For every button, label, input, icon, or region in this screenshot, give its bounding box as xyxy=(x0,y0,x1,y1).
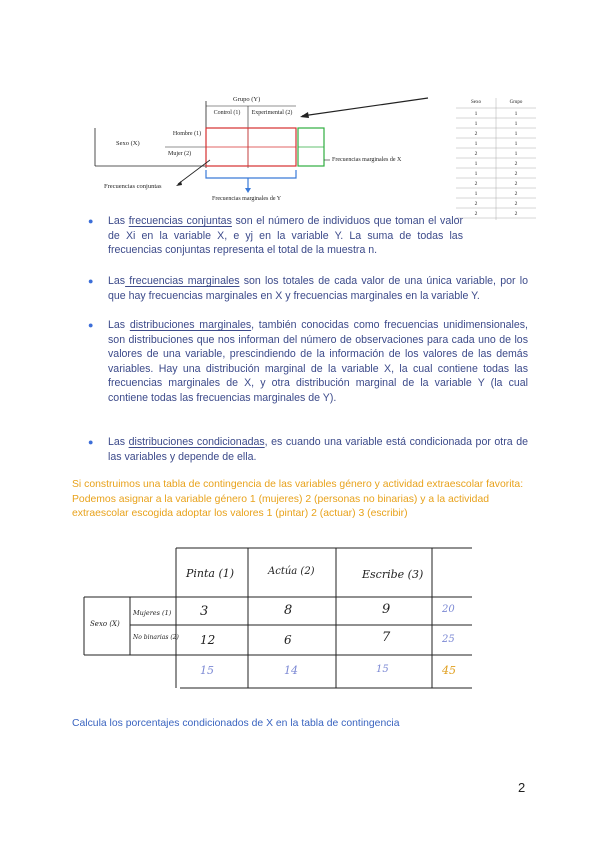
col-total-2: 14 xyxy=(284,664,298,677)
table-cell: 2 xyxy=(514,181,518,187)
row-label-mujeres: Mujeres (1) xyxy=(133,609,172,617)
col-total-1: 15 xyxy=(200,664,214,677)
grand-total: 45 xyxy=(442,664,456,677)
page-number: 2 xyxy=(518,780,526,795)
link-distribuciones-condicionadas[interactable]: distribuciones condicionadas xyxy=(128,436,265,448)
bullet-list-4 xyxy=(88,435,528,464)
orange-paragraph: Si construimos una tabla de contingencia de las variables género y actividad extraescolar favorita: Podemos asignar a la variable género 1 (mujeres) 2 (personas no binarias) y a la actividad extraescolar escogida adoptar los valores 1 (pintar) 2 (actuar) 3 (escribir) xyxy=(72,479,524,520)
link-frecuencias-marginales[interactable]: frecuencias marginales xyxy=(125,275,240,287)
table-cell: 1 xyxy=(514,121,518,127)
bullet-list xyxy=(88,214,528,258)
col-header-actua: Actúa (2) xyxy=(268,566,315,577)
col1-label: Control (1) xyxy=(213,110,241,116)
table-header: Sexo xyxy=(471,100,481,105)
table-cell: 1 xyxy=(474,171,478,177)
col-header-pinta: Pinta (1) xyxy=(186,567,235,580)
marg-x-label: Frecuencias marginales de X xyxy=(332,157,402,163)
link-frecuencias-conjuntas[interactable]: frecuencias conjuntas xyxy=(128,215,232,227)
sexo-label: Sexo (X) xyxy=(116,140,140,147)
bullet-dot-icon: ● xyxy=(88,276,94,286)
bullet-list-2 xyxy=(88,274,528,303)
diagram-lines xyxy=(0,0,600,220)
cell-1-3: 9 xyxy=(382,602,391,617)
marg-y-label: Frecuencias marginales de Y xyxy=(212,196,282,202)
col2-label: Experimental (2) xyxy=(251,110,293,116)
col-header-escribe: Escribe (3) xyxy=(362,568,424,581)
row-total-2: 25 xyxy=(442,634,455,645)
table-cell: 1 xyxy=(474,141,478,147)
table-cell: 2 xyxy=(514,211,518,217)
table-cell: 2 xyxy=(474,181,478,187)
bullet-item: ● Las frecuencias conjuntas son el número de individuos que toman el valor de Xi en la variable X, e yj en la variable Y. La suma de todas las frecuencias conjuntas representa el total de la muestra n. xyxy=(88,215,463,257)
bullet-dot-icon: ● xyxy=(88,437,94,447)
table-cell: 2 xyxy=(474,131,478,137)
row-label-no-binarias: No binarias (2) xyxy=(133,634,179,641)
table-cell: 1 xyxy=(514,131,518,137)
cell-2-3: 7 xyxy=(382,630,391,645)
bullet-item: ● Las frecuencias marginales son los totales de cada valor de una única variable, por lo que hay frecuencias marginales en X y frecuencias marginales en la variable Y. xyxy=(88,275,528,302)
cell-1-2: 8 xyxy=(284,603,293,618)
table-cell: 1 xyxy=(514,111,518,117)
row1-label: Hombre (1) xyxy=(172,131,202,137)
row2-label: Mujer (2) xyxy=(168,151,192,157)
var-label: Sexo (X) xyxy=(90,620,120,628)
instruction-text: Calcula los porcentajes condicionados de X en la tabla de contingencia xyxy=(72,718,400,729)
bullet-dot-icon: ● xyxy=(88,216,94,226)
link-distribuciones-marginales[interactable]: distribuciones marginales xyxy=(129,319,252,331)
table-header: Grupo xyxy=(509,100,523,105)
cell-2-2: 6 xyxy=(284,633,292,647)
table-cell: 2 xyxy=(474,151,478,157)
table-cell: 2 xyxy=(474,211,478,217)
row-total-1: 20 xyxy=(442,604,455,615)
grupo-title: Grupo (Y) xyxy=(233,96,261,103)
table-cell: 1 xyxy=(474,111,478,117)
bullet-item: ● Las distribuciones condicionadas, es cuando una variable está condicionada por otra de las variables y depende de ella. xyxy=(88,436,528,463)
col-total-3: 15 xyxy=(376,664,389,675)
table-cell: 2 xyxy=(514,171,518,177)
cell-1-1: 3 xyxy=(200,604,209,619)
table-cell: 1 xyxy=(514,151,518,157)
table-cell: 1 xyxy=(474,161,478,167)
table-cell: 2 xyxy=(474,201,478,207)
table-cell: 1 xyxy=(514,141,518,147)
table-cell: 2 xyxy=(514,201,518,207)
table-cell: 1 xyxy=(474,191,478,197)
table-cell: 1 xyxy=(474,121,478,127)
bullet-item: ● Las distribuciones marginales, también conocidas como frecuencias unidimensionales, son distribuciones que nos informan del número de observaciones para cada uno de los valores de una variable, prescindiendo de la información de los valores de las demás variables. Hay una distribución marginal de la variable X, la cual contiene todas las frecuencias marginales de X, y otra distribución marginal de la variable Y (la cual contiene todas las frecuencias marginales de Y). xyxy=(88,319,528,404)
cell-2-1: 12 xyxy=(200,633,216,647)
conj-label: Frecuencias conjuntas xyxy=(104,183,162,190)
bullet-list-3 xyxy=(88,318,528,406)
table-cell: 2 xyxy=(514,161,518,167)
table-cell: 2 xyxy=(514,191,518,197)
bullet-dot-icon: ● xyxy=(88,320,94,330)
